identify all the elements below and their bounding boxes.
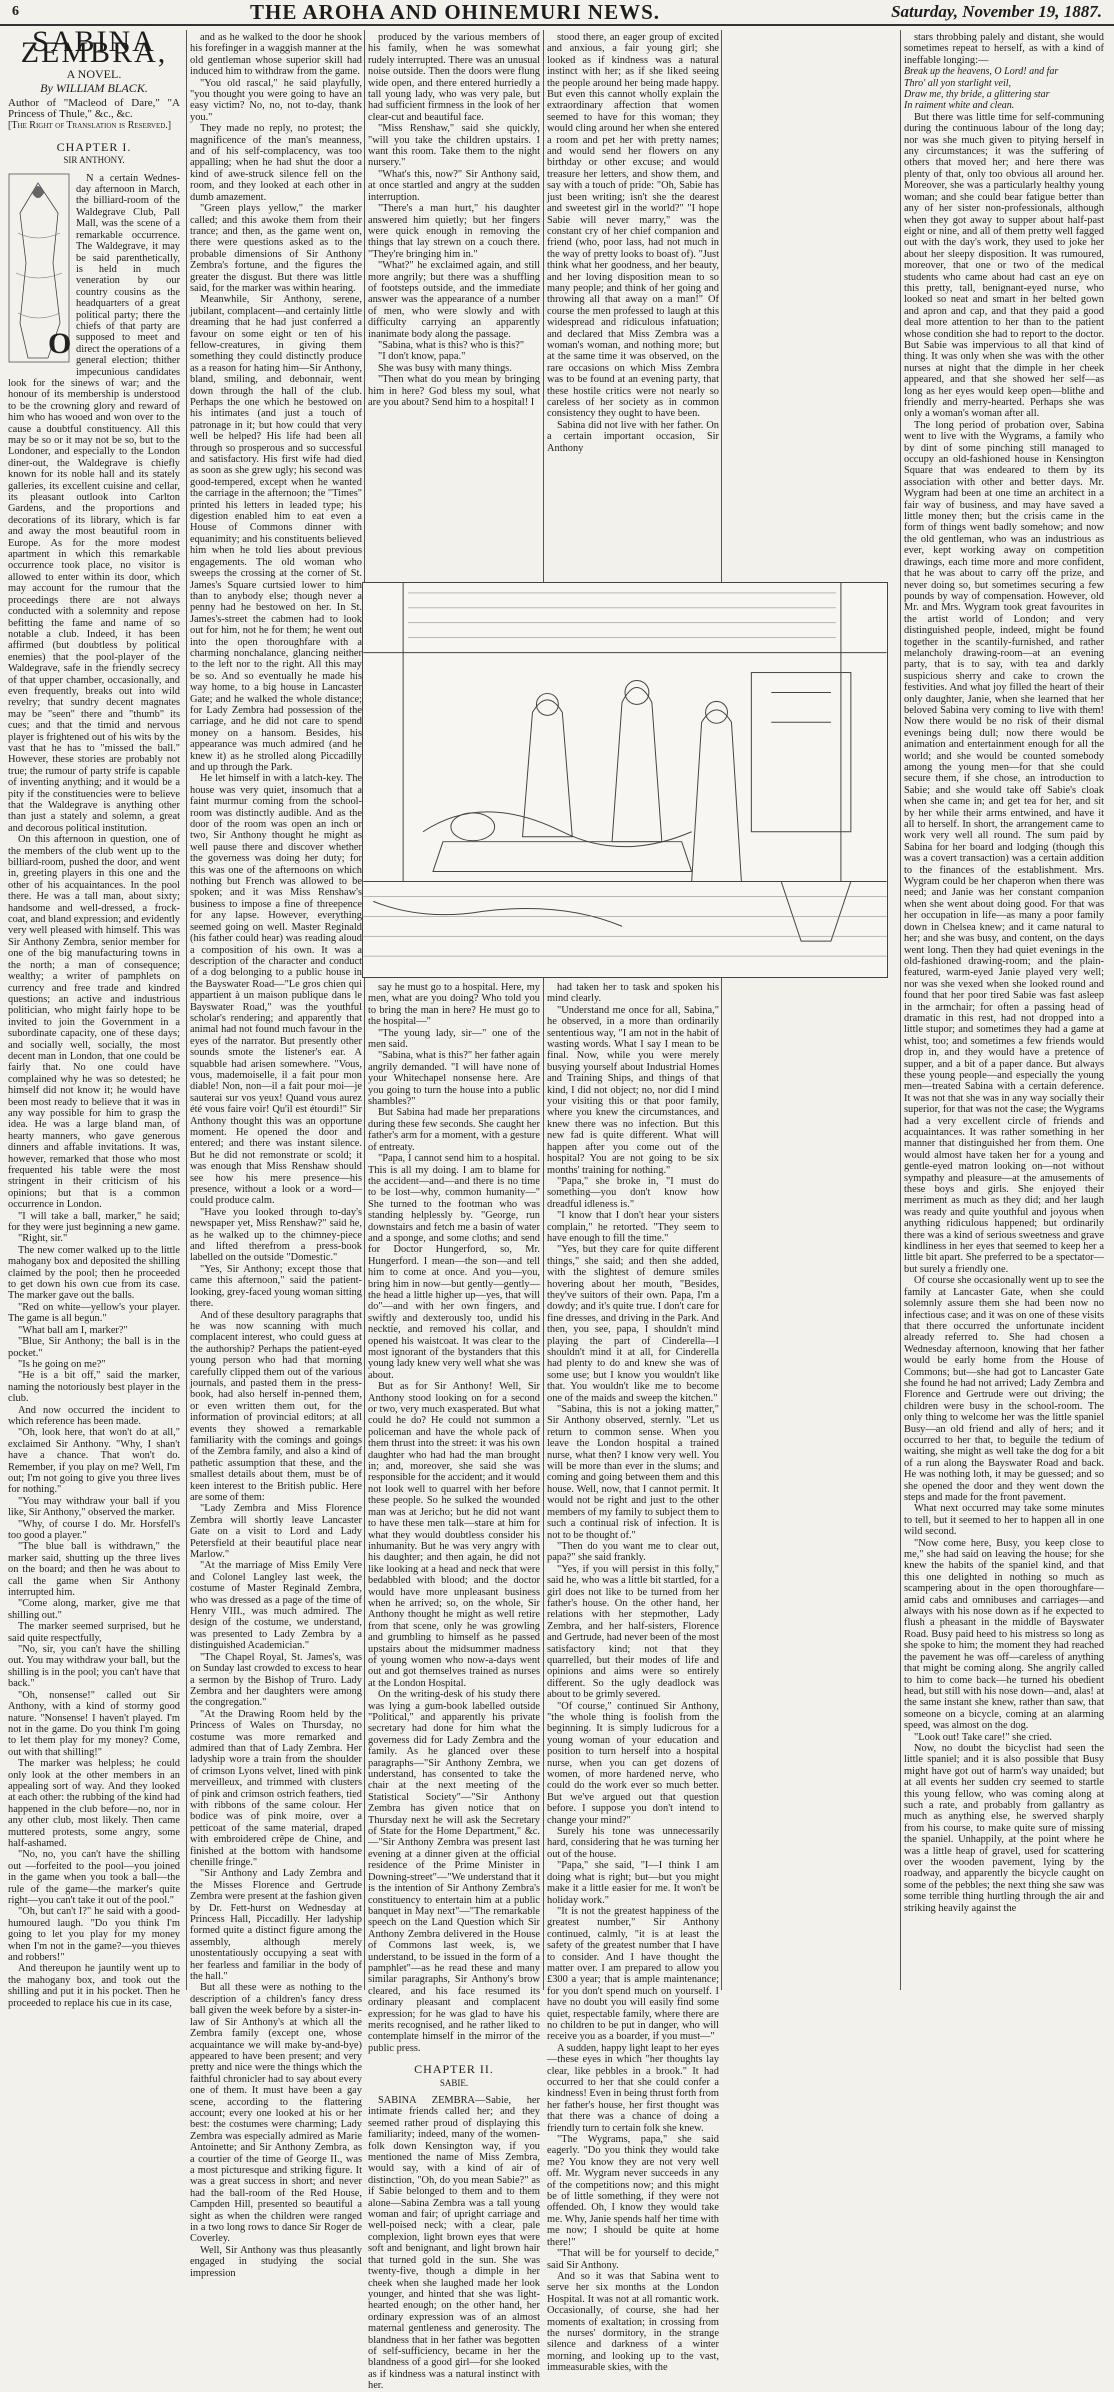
paragraph: "Oh, but can't I?" he said with a good-humoured laugh. "Do you think I'm going to let you play for my money when I'm not in the game?—you thieves and robbers!" (8, 1906, 180, 1964)
chapter-subheading: SABIE. (439, 2077, 469, 2088)
paragraph: "Now come here, Busy, you keep close to me," she had said on leaving the house; for she knew the habits of the spaniel kind, and that this one delighted in nothing so much as scampering about in the open thoroughfare—amid cabs and omnibuses and carriages—and always with his nose down as if he expected to flush a pheasant in the middle of Bayswater Road. Busy paid heed to his mistress so long as she spoke to him; the moment they had reached the pavement he was off—careless of anything that might be coming along. She angrily called to him to come back—he turned his obedient head, but still with his nose down—and, alas! at the same instant she knew, rather than saw, that someone on a bicycle, coming at an alarming speed, was almost on the dog. (904, 1537, 1104, 1732)
paragraph: "I will take a ball, marker," he said; for they were just beginning a new game. (8, 1210, 180, 1234)
paragraph: And so it was that Sabina went to serve her six months at the London Hospital. It was not at all romantic work. Occasionally, of course, she had her moments of exaltation; in crossing from the nurses' dormitory, in the strange silence and darkness of a winter morning, and looking up to the vast, immeasurable skies, with the (547, 2270, 719, 2374)
paragraph: "Of course," continued Sir Anthony, "the whole thing is foolish from the beginning. It is simply ludicrous for a young woman of your education and position to turn herself into a hospital nurse, when you can get dozens of women, of more hardened nerve, who could do the work ever so much better. But we've argued out that question before. I suppose you don't intend to change your mind?" (547, 1700, 719, 1826)
paragraph: "Is he going on me?" (18, 1358, 106, 1370)
story-illustration (362, 582, 888, 978)
paragraph: "Yes, if you will persist in this folly," said he, who was a little bit startled, for a girl does not like to be turned from her father's house. On the other hand, her relations with her stepmother, Lady Zembra, and her half-sisters, Florence and Gertrude, had never been of the most satisfactory kind; not that they quarrelled, but their modes of life and opinions and aims were so entirely different. So the ugly deadlock was about to be grimly severed. (547, 1563, 719, 1701)
paragraph: Surely his tone was unnecessarily hard, considering that he was turning her out of the house. (547, 1826, 719, 1860)
paragraph: "What ball am I, marker?" (18, 1324, 128, 1336)
column-4-top-text (547, 32, 719, 454)
paragraph: "Look out! Take care!" she cried. (914, 1731, 1052, 1743)
paragraph: "I know that I don't hear your sisters complain," he retorted. "They seem to have enough to fill the time." (547, 1210, 719, 1244)
paragraph: "Why, of course I do. Mr. Horsfell's too good a player." (8, 1518, 180, 1541)
paragraph: "Lady Zembra and Miss Florence Zembra will shortly leave Lancaster Gate on a visit to Lord and Lady Petersfield at their beautiful place near Marlow." (190, 1503, 362, 1561)
serial-byline: By WILLIAM BLACK. (40, 81, 148, 96)
paragraph: "Papa," she broke in, "I must do something—you don't know how dreadful idleness is." (547, 1175, 719, 1210)
paragraph: "There's a man hurt," his daughter answered him quietly; but her fingers were quick enough in removing the things that lay strewn on a couch there. "They're bringing him in." (368, 203, 540, 260)
paragraph: The marker was helpless; he could only look at the other members in an appealing sort of way. And they looked at each other: the rubbing of the kind had happened in the club before—no, nor in any other club, most likely. Then came muttered protests, some angry, some half-ashamed. (8, 1758, 180, 1849)
column-rule (900, 30, 901, 1990)
paragraph: stood there, an eager group of excited and anxious, a fair young girl; she looked as if kindness was a natural instinct with her; as if she liked seeing the people around her being made happy. But even this cannot wholly explain the extraordinary affection that women seemed to have for this woman; they would cling around her when she entered a room and pet her with pretty names; and would send her flowers on any birthday or other excuse; and would treasure her letters, and show them, and say with a touch of pride: "Oh, Sabie has just been writing; isn't she the dearest and sweetest girl in the world?" "I hope Sabie will never marry," was the constant cry of her chief companion and friend (who, poor lass, had not much in the way of pretty looks to boast of). "Just think what her goodness, and her beauty, and her loving disposition mean to so many people; and think of her going and throwing all that away on a man!" Of course the men professed to laugh at this widespread and ridiculous infatuation; and declared that Miss Zembra was a woman's woman, and nothing more; but at the same time it was observed, on the rare occasions on which Miss Zembra was to be found at an evening party, that these hostile critics were not nearly so careless of her society as in common consistency they ought to have been. (547, 32, 719, 420)
paragraph: "Yes, Sir Anthony; except those that came this afternoon," said the patient-looking, grey-faced young woman sitting there. (190, 1263, 362, 1310)
paragraph: "Oh, look here, that won't do at all," exclaimed Sir Anthony. "Why, I shan't have a chance. That won't do. Remember, if you play on me? Well, I'm out; I'm not going to give you three lives for nothing." (8, 1427, 180, 1496)
serial-subtitle: A NOVEL. (66, 66, 122, 81)
column-5 (904, 32, 1104, 1994)
paragraph: But all these were as nothing to the description of a children's fancy dress ball given the week before by a sister-in-law of Sir Anthony's at which all the Zembra family (except one, whose acquaintance we will make by-and-bye) appeared to have been present; and very pretty and nice were the things which the faithful chronicler had to say about every one of them. It must have been a gay scene, according to the flattering account; every one looked at his or her best: the costumes were charming; Lady Zembra was especially admired as Marie Antoinette; and Sir Anthony Zembra, as a courtier of the time of George II., was a most picturesque and striking figure. It was a great success in short; and never had the ball-room of the Red House, Campden Hill, presented so beautiful a sight as when the children were ranged in a two long rows to dance Sir Roger de Coverley. (190, 1982, 362, 2245)
paragraph: "No, sir, you can't have the shilling out. You may withdraw your ball, but the shilling is in the pool; you can't have that back." (8, 1644, 180, 1690)
paragraph: "At the Drawing Room held by the Princess of Wales on Thursday, no costume was more remarked and admired than that of Lady Zembra. Her ladyship wore a train from the shoulder of crimson Lyons velvet, lined with pink merveilleux, and trimmed with clusters of pink and crimson ostrich feathers, tied with ribbons of the same colour. Her bodice was of pink moire, over a petticoat of the same material, draped with embroidered crêpe de Chine, and finished at the bottom with handsome chenille fringe." (190, 1708, 362, 1868)
column-3-bottom-text (368, 982, 540, 2054)
rights-notice: [The Right of Translation is Reserved.] (8, 120, 172, 132)
column-1-text (8, 173, 180, 2009)
paragraph: "Green plays yellow," the marker called; and this awoke them from their trance; and then, as the game went on, there were questions asked as to the probable dimensions of Sir Anthony Zembra's fortune, and the figures the greater the disgust. But there was little said, for the marker was within hearing. (190, 203, 362, 294)
column-rule (721, 30, 722, 1990)
chapter-heading: CHAPTER II. (414, 2062, 494, 2077)
paragraph: And thereupon he jauntily went up to the mahogany box, and took out the shilling and put it in his pocket. Then he proceeded to replace his cue in its case, (8, 1963, 180, 2009)
svg-text:O: O (48, 326, 72, 360)
paragraph: "Then what do you mean by bringing him in here? God bless my soul, what are you about? Send him to a hospital! I (368, 374, 540, 408)
paragraph: The long period of probation over, Sabina went to live with the Wygrams, a family who by dint of some pinching still managed to occupy an old-fashioned house in Kensington Square that was endeared to them by its association with other and better days. Mr. Wygram had been at one time an architect in a fair way of business, and may have saved a little money then; but the crisis came in the form of things went badly somehow; and now the old gentleman, who was an industrious as ever, kept working away on competition drawings, each time more and more confident, that he was about to carry off the prize, and never doing so, but sometimes securing a few pounds by way of compensation. However, old Mr. and Mrs. Wygram took great favourites in the artist world of London; and very distinguished people, indeed, might be found together in the scantily-furnished, and rather melancholy drawing-room—at an evening party, that is to say, with tea and darkly suspicious sherry and cake to crown the festivities. And what joy filled the heart of their only daughter, Janie, when she learned that her beloved Sabina very coming to live with them! Now there would be no risk of their dismal evenings being dull; now there would be animation and entertainment enough for all the world; and she would be counted somebody among the young men—for that she could secure them, if she chose, an introduction to Sabie; and she would take off Sabie's cloak when she came in; and get tea for her, and sit by her while their arms entwined, and have it all to herself. In short, the arrangement came to work very well all round. The sum paid by Sabina for her board and lodging (though this was a covert transaction) was a certain addition to the finances of the establishment. Mrs. Wygram could be her chaperon when there was need; and Janie was her constant companion when she went about doing good. For that was her occupation in life—as many a poor family down in Chelsea knew; and it came natural to her; and she was busy, and content, on the days went long. Then they had quiet evenings in the old-fashioned drawing-room; and the plain-featured, warm-eyed Janie played very well; nor was she vexed when she looked round and found that her poor tired Sabie was fast asleep in the armchair; for often a passing head of dramatic in this rest, had not dropped into a little stupor; and sometimes they had a game at whist, too; and sometimes a few friends would drop in, and they would have a pretence of supper, and a bit of a paper dance. But always these young people—and especially the young men—treated Sabina with a certain deference. It was not that she was in any way socially their superior, for that was not the case; the Wygrams had a very excellent circle of friends and acquaintances. It was rather something in her manner that distinguished her from them. One would almost have taken her for a young and gentle-eyed matron looking on—not without sympathy and pleasure—at the amusements of these boys and girls. She enjoyed their merriment as much as they did; and her laugh was ready and quite youthful and joyous when anything ridiculous happened; but ordinarily there was a kind of serious sweetness and grave kindliness in her eyes that seemed to keep her a little bit apart. She preferred to be a spectator—but surely a friendly one. (904, 419, 1104, 1275)
serial-title: SABINA ZEMBRA, (20, 25, 168, 70)
paragraph: say he must go to a hospital. Here, my men, what are you doing? Who told you to bring the man in here? He must go to the hospital—" (368, 982, 540, 1028)
column-rule (186, 30, 187, 1990)
paragraph: On the writing-desk of his study there was lying a gum-book labelled outside "Political," and apparently his private secretary had done for him what the governess did for Lady Zembra and the family. As he glanced over these paragraphs—"Sir Anthony Zembra, we understand, has consented to take the chair at the next meeting of the Statistical Society"—"Sir Anthony Zembra has given notice that on Thursday next he will ask the Secretary of State for the Home Department," &c.—"Sir Anthony Zembra was present last evening at a dinner given at the official residence of the Prime Minister in Downing-street"—"We understand that it is the intention of Sir Anthony Zembra's constituency to entertain him at a public banquet in May next"—"The remarkable speech on the Land Question which Sir Anthony Zembra delivered in the House of Commons last week, is, we understand, to be issued in the form of a pamphlet"—as he read these and many similar paragraphs, Sir Anthony's brow cleared, and his face resumed its ordinary pleasant and complacent expression; for he was glad to have his merits recognised, and he rather liked to contemplate himself in the mirror of the public press. (368, 1689, 540, 2054)
paragraph: "Then do you want me to clear out, papa?" she said frankly. (547, 1540, 719, 1564)
paragraph: And now occurred the incident to which reference has been made. (8, 1404, 180, 1427)
paragraph: "He is a bit off," said the marker, naming the notoriously best player in the club. (8, 1370, 180, 1405)
paragraph: "The young lady, sir—" one of the men said. (368, 1027, 540, 1051)
chapter-heading: CHAPTER I. (56, 139, 132, 154)
paragraph: "Right, sir." (18, 1233, 68, 1245)
paragraph: and as he walked to the door he shook his forefinger in a waggish manner at the old gentleman whose superior skill had induced him to withdraw from the game. (190, 32, 362, 78)
column-3-top-text (368, 32, 540, 408)
paragraph: Sabina did not live with her father. On a certain important occasion, Sir Anthony (547, 419, 719, 454)
poem-line: Thro' all yon starlight veil, (904, 77, 1012, 89)
paragraph: "Sabina, what is this?" her father again angrily demanded. "I will have none of your Whitechapel nonsense here. Are you going to turn the house into a public shambles?" (368, 1050, 540, 1108)
paragraph: "Blue, Sir Anthony; the ball is in the pocket." (8, 1336, 180, 1359)
paragraph: "What's this, now?" Sir Anthony said, at once startled and angry at the sudden interruption. (368, 168, 540, 203)
paragraph: "Papa," she said, "I—I think I am doing what is right; but—but you might make it a little easier for me. It won't be holiday work." (547, 1860, 719, 1906)
paragraph: "You may withdraw your ball if you like, Sir Anthony," observed the marker. (8, 1495, 180, 1519)
paragraph: "Sir Anthony and Lady Zembra and the Misses Florence and Gertrude Zembra were present at the fashion given by Dr. Fett-hurst on Wednesday at Princess Hall, Piccadilly. Her ladyship formed quite a distinct figure among the assembly, although merely unostentatiously occupying a seat with her fearless and familiar in the body of the hall." (190, 1868, 362, 1983)
column-2 (190, 32, 362, 2279)
paragraph: produced by the various members of his family, when he was somewhat rudely interrupted. There was an unusual noise outside. Then the doors were flung wide open, and there entered hurriedly a tall young lady, who was very pale, but had sufficient firmness in the look of her clear-cut and beautiful face. (368, 32, 540, 123)
paragraph: "At the marriage of Miss Emily Vere and Colonel Langley last week, the costume of Master Reginald Zembra, who was dressed as a page of the time of Henry VIII., was much admired. The design of the costume, we understand, was presented to Lady Zembra by a distinguished Academician." (190, 1560, 362, 1652)
column-5-intro-text (904, 32, 1104, 66)
paragraph: "Miss Renshaw," said she quickly, "will you take the children upstairs. I want this room. Take them to the night nursery." (368, 123, 540, 169)
paragraph: SABINA ZEMBRA—Sabie, her intimate friends called her; and they seemed rather proud of displaying this familiarity; indeed, many of the women-folk down Kensington way, if you mentioned the name of Miss Zembra, would say, with a kind of air of distinction, "Oh, do you mean Sabie?" as if Sabie belonged to them and to them alone—Sabina Zembra was a tall young woman and fair; of upright carriage and well-poised neck; with a clear, pale complexion, light brown eyes that were soft and benignant, and light brown hair that turned gold in the sun. She was twenty-five, though a dimple in her cheek when she laughed made her look younger, and hinted that she was light-hearted enough; on the other hand, her ordinary expression was of an almost maternal gentleness and generosity. The blandness that in her father was begotten of self-sufficiency, became in her the blandness of a good girl—for she looked as if kindness was a natural instinct with her. (368, 2095, 540, 2392)
column-3-top (368, 32, 540, 580)
column-4-top (547, 32, 719, 580)
paragraph: "Oh, nonsense!" called out Sir Anthony, with a kind of stormy good nature. "Nonsense! I haven't played. I'm not in the game. Do you think I'm going to let them play for my money? Come, out with that shilling!" (8, 1689, 180, 1758)
column-3-chapter2-text (368, 2095, 540, 2392)
author-note: Author of "Macleod of Dare," "A Princess of Thule," &c., &c. (8, 96, 180, 121)
paragraph: "It is not the greatest happiness of the greatest number," Sir Anthony continued, calmly, "it is at least the safety of the greatest number that I have to consider. And I have thought the matter over. I am prepared to allow you £300 a year; that is ample maintenance; for you don't spend much on yourself. I have no doubt you will easily find some quiet, respectable family, where there are no children to be put in danger, who will receive you as a boarder, if you must—" (547, 1905, 719, 2043)
page-number: 6 (12, 4, 19, 19)
poem-line: In raiment white and clean. (904, 100, 1015, 112)
paragraph: And of these desultory paragraphs that he was now scanning with much complacent interest, who could guess at the authorship? Perhaps the patient-eyed young person who had that morning carefully clipped them out of the various journals, and pasted them in the press-book, had also herself in-penned them, or even written them out, for the information of provincial editors; at all events they showed a remarkable familiarity with the comings and goings of the Zembra family, and also a kind of pathetic assumption that these, and the smallest details about them, must be of keen interest to the British public. Here are some of them: (190, 1309, 362, 1503)
poem-verse (904, 66, 1104, 112)
column-4-bottom (547, 982, 719, 2374)
paragraph: "The blue ball is withdrawn," the marker said, shutting up the three lives on the board; and then he was about to call the game when Sir Anthony interrupted him. (8, 1541, 180, 1599)
decorative-initial-illustration (8, 173, 70, 363)
paragraph: "Yes, but they care for quite different things," she said; and then she added, with the slightest of demure smiles hovering about her mouth, "Besides, they've suitors of their own. Papa, I'm a dowdy; and it's quite true. I don't care for fine dresses, and driving in the Park. And then, you see, papa, I shouldn't mind playing the part of Cinderella—I shouldn't mind it at all, for Cinderella had plenty to do and knew she was of some use; but I know you wouldn't like that. You wouldn't like me to become one of the maids and sweep the kitchen." (547, 1244, 719, 1404)
paragraph: They made no reply, no protest; the magnificence of the man's meanness, and of his self-complacency, was too appalling; when he had shut the door a kind of awe-struck silence fell on the room, and they looked at each other in dumb amazement. (190, 123, 362, 203)
paragraph: Well, Sir Anthony was thus pleasantly engaged in studying the social impression (190, 2244, 362, 2279)
paragraph: "The Chapel Royal, St. James's, was on Sunday last crowded to excess to hear a sermon by the Bishop of Truro. Lady Zembra and her daughters were among the congregation." (190, 1651, 362, 1709)
column-2-text (190, 32, 362, 2279)
paragraph: But Sabina had made her preparations during these few seconds. She caught her father's arm for a moment, with a gesture of entreaty. (368, 1107, 540, 1153)
paragraph: Of course she occasionally went up to see the family at Lancaster Gate, when she could solemnly assure them she had been now no infectious case; and it was on one of these visits that there occurred the unfortunate incident already referred to. She had chosen a Wednesday afternoon, knowing that her father would be early home from the House of Commons; but—she had got to Lancaster Gate she found he had not arrived; Lady Zembra and Florence and Gertrude were out driving; the children were busy in the school-room. The only thing to welcome her was the little spaniel Busy—an old friend and ally of hers; and it occurred to her that, to beguile the tedium of waiting, she might as well take the dog for a bit of a run along the Bayswater Road and back. He was nothing loth, it may be guessed; and so she opened the door and they went down the steps and made for the front pavement. (904, 1275, 1104, 1503)
issue-date: Saturday, November 19, 1887. (891, 2, 1102, 21)
paper-name: THE AROHA AND OHINEMURI NEWS. (250, 0, 661, 24)
paragraph: "What?" he exclaimed again, and still more angrily; but there was a shuffling of footsteps outside, and the immediate answer was the appearance of a number of men, who were slowly and with difficulty carrying an apparently inanimate body along the passage. (368, 260, 540, 340)
paragraph: "No, no, you can't have the shilling out —forfeited to the pool—you joined in the game when you took a ball—the rule of the game—the marker's quite right—you can't take it out of the pool." (8, 1849, 180, 1906)
paragraph: "Understand me once for all, Sabina," he observed, in a more than ordinarily sententious way, "I am not in the habit of wasting words. What I say I mean to be final. Now, while you were merely busying yourself about Industrial Homes and Training Ships, and things of that kind, I did not object; no, nor did I mind your visiting this or that poor family, where you knew the circumstances, and knew there was no infection. But this new fad is quite different. What will happen after you come out of the hospital? You are not going to be six months' training for nothing." (547, 1004, 719, 1176)
paragraph: The marker seemed surprised, but he said quite respectfully, (8, 1621, 180, 1644)
paragraph: had taken her to task and spoken his mind clearly. (547, 982, 719, 1005)
paragraph: The new comer walked up to the little mahogany box and deposited the shilling claimed by the pool; then he proceeded to get down his own cue from its case. The marker gave out the balls. (8, 1244, 180, 1302)
paragraph: "You old rascal," he said playfully, "you thought you were going to have an easy victim? No, no, not to-day, thank you." (190, 77, 362, 123)
paragraph: But as for Sir Anthony! Well, Sir Anthony stood looking on for a second or two, very much exasperated. But what could he do? He could not summon a policeman and have the whole pack of them thrust into the street: it was his own daughter who had had the man brought in; and, moreover, she said she was responsible for the accident; and it would not look well to quarrel with her before these people. So he sulked the wounded man was at Jericho; but he did not want to have these men talk—stare at him for what they would doubtless consider his inhumanity. But he was very angry with his daughter; and then again, he did not like looking at a head and neck that were bedabbled with blood; and the doctor would have more unpleasant business when he arrived; so, on the whole, Sir Anthony thought he might as well retire from that scene, only he was growling and grumbling to himself as he passed upstairs about the midsummer madness of young women who now-a-days went out and got themselves trained as nurses at the London Hospital. (368, 1381, 540, 1689)
paragraph: She was busy with many things. (378, 362, 512, 374)
paragraph: He let himself in with a latch-key. The house was very quiet, insomuch that a faint murmur coming from the school-room was distinctly audible. And as the door of the room was open an inch or two, Sir Anthony thought he might as well pause there and discover whether the governess was doing her duty; for this was one of the afternoons on which nothing but French was allowed to be spoken; and it was Miss Renshaw's business to impose a fine of threepence for any lapse. However, everything seemed going on well. Master Reginald (his father could hear) was reading aloud a composition of his own. It was a description of the character and conduct of a dog belonging to a public house in the Bayswater Road—"Le gros chien qui appartient à un maison publique dans le Bayswater Road," was the youthful scholar's rendering; and apparently that animal had not found much favour in the eyes of the narrator. But presently other sounds smote the listener's ear. A squabble had arisen somewhere. "Vous, vous, mademoiselle, il a fait pour mon diable! Non, non—il a fait pour moi—je sauterai sur vos yeux! Quand vous aurez été vous faire voir! Qu'il est étourdi!" Sir Anthony thought this was an opportune moment. He opened the door and entered; and there was instant silence. But he did not remonstrate or scold; it was enough that Miss Renshaw should see how his mere presence—his presence, without a look or a word—could produce calm. (190, 773, 362, 1207)
paragraph: "I don't know, papa." (378, 351, 466, 363)
paragraph: On this afternoon in question, one of the members of the club went up to the billiard-room, pushed the door, and went in, greeting players in this one and the other of his acquaintances. In the pool there. He was a tall man, about sixty; handsome and well-dressed, a frock-coat, and bland expression; and evidently very well pleased with himself. This was Sir Anthony Zembra, senior member for one of the big manufacturing towns in the north; a man of consequence; wealthy; a writer of pamphlets on currency and free trade and kindred questions; an active and industrious politician, who might fairly hope to be invited to join the Government in a subordinate capacity, one of these days; and socially well, socially, the most decent man in London, that one could be fairly that. No one could have complained why he was so detested; he himself did not know it; he would have been most ready to believe that it was in any way possible for him to grasp the idea. He was a large bland man, of hearty manners, who gave generous dinners and affable invitations. It was, however, remarked that those who most frequented his table were the most stringent in their criticism of his opinions; but that is a common occurrence in London. (8, 834, 180, 1211)
paragraph: "Have you looked through to-day's newspaper yet, Miss Renshaw?" said he, as he walked up to the chimney-piece and lifted therefrom a press-book labelled on the outside "Domestic." (190, 1206, 362, 1264)
column-rule (543, 30, 544, 1990)
column-1 (8, 25, 180, 2009)
paragraph: A sudden, happy light leapt to her eyes—these eyes in which "her thoughts lay clear, like pebbles in a brook." It had occurred to her that she could confer a kindness! Even in being thrust forth from her father's house, her first thought was that there was a chance of doing a friendly turn to certain folk she knew. (547, 2042, 719, 2134)
paragraph: "Red on white—yellow's your player. The game is all begun." (8, 1301, 180, 1325)
chapter-subheading: SIR ANTHONY. (63, 155, 125, 166)
column-rule (364, 30, 365, 1990)
paragraph: "Sabina, this is not a joking matter," Sir Anthony observed, sternly. "Let us return to common sense. When you leave the London hospital a trained nurse, what then? I know very well. You will be more than ever in the slums; and coming and going between them and this house. Well, now, that I cannot permit. It would not be right and just to the other members of my family to subject them to such a continual risk of infection. It is not to be thought of." (547, 1404, 719, 1541)
paragraph: "Papa, I cannot send him to a hospital. This is all my doing. I am to blame for the accident—and—and there is no time to be lost—why, common humanity—" She turned to the footman who was standing helplessly by. "George, run downstairs and fetch me a basin of water and a sponge, and some cloths; and send for Doctor Hungerford, so, Mr. Hungerford. I mean—the son—and tell him to come at once. And you—you, bring him in now—but gently—gently—the head a little higher up—yes, that will do"—and with her own fingers, and swiftly and dexterously too, undid his necktie, and removed his collar, and opened his waistcoat. It was clear to the most ignorant of the bystanders that this young lady knew very well what she was about. (368, 1153, 540, 1381)
paragraph: "Come along, marker, give me that shilling out." (8, 1598, 180, 1621)
column-4-bottom-text (547, 982, 719, 2374)
paragraph: Meanwhile, Sir Anthony, serene, jubilant, complacent—and certainly little dreaming that he had just conferred a favour on some eight or ten of his fellow-creatures, in giving them something they could distinctly produce as a reason for hating him—Sir Anthony, bland, smiling, and debonnair, went down through the hall of the club. Perhaps the one which he bestowed on his intimates (and just a touch of patronage in it; but how could that very well be helped? His life had been all through so prosperous and so successful and satisfactory. His first wife had died as soon as she grew ugly; his second was good-tempered, except when he wanted the carriage in the afternoon; the "Times" printed his letters in leaded type; his digestion enabled him to eat even a House of Commons dinner with equanimity; and his constituents believed him when he told lies about previous engagements. The old woman who sweeps the crossing at the corner of St. James's Square curtsied lower to him than to anybody else; though never a penny had he bestowed on her. In St. James's-street the cabmen had to look out for him, not he for them; he went out into the open thoroughfare with a charming nonchalance, glancing neither to the left nor to the right. All this may be so. And so eventually he made his way home, to a big house in Lancaster Gate; and he walked the whole distance; for Lady Zembra had possession of the carriage, and he did not care to spend money on a hansom. Besides, his appearance was much admired (and he knew it) as he strolled along Piccadilly and up through the Park. (190, 294, 362, 773)
poem-line: Draw me, thy bride, a glittering star (904, 89, 1050, 101)
paragraph: But there was little time for self-communing during the continuous labour of the long day; nor was she much given to pitying herself in any circumstances; it was the suffering of others that moved her; and here there was plenty of that, only too obvious all around her. Moreover, she was a particularly healthy young woman; and she could bear fatigue better than any of her sister non-professionals, although when they got away to supper about half-past eight or nine, and all of them pretty well fagged out with the day's work, they used to joke her about her sleepy disposition. It was rumoured, moreover, that one or two of the medical students who came about had cast an eye on this pretty, tall, benignant-eyed nurse, who looked so neat and smart in her belted gown and apron and cap, and that they paid a good deal more attention to her than to the patient whose condition she had to report to the doctor. But Sabie was impervious to all that kind of thing. It was only when she was with the other nurses at night that the dimple in her cheek appeared, and that she showed her self—as long as her eyes would keep open—blithe and friendly and merry-hearted. Perhaps she was only a woman's woman after all. (904, 111, 1104, 420)
paragraph: What next occurred may take some minutes to tell, but it seemed to her to happen all in one wild second. (904, 1503, 1104, 1538)
column-3-bottom (368, 982, 540, 2392)
paragraph: "That will be for yourself to decide," said Sir Anthony. (547, 2248, 719, 2271)
paragraph: "Sabina, what is this? who is this?" (378, 339, 525, 351)
paragraph: stars throbbing palely and distant, she would sometimes repeat to herself, as with a kind of ineffable longing:— (904, 32, 1104, 66)
paragraph: N a certain Wednes-day afternoon in March, the billiard-room of the Waldegrave Club, Pall Mall, was the scene of a remarkable occurrence. The Waldegrave, it may be said parenthetically, is held in much veneration by our country cousins as the headquarters of a great political party; there the chiefs of that party are supposed to meet and direct the operations of a general election; thither impecunious candidates look for the sinews of war; and the honour of its membership is understood to be the crowning glory and reward of him who has wooed and won over to the cause a doubtful constituency. All this may be so or it may not be so, but to the Londoner, and especially to the London diner-out, the Waldegrave is chiefly known for its noble hall and its stately galleries, its excellent cuisine and cellar, its pleasant outlook into Carlton Gardens, and the proportions and decorations of its library, which is far and away the most beautiful room in Europe. As for the more modest apartment in which this remarkable occurrence took place, no visitor is allowed to enter within its door, which may account for the rumour that the proceedings there are not always conducted with a solemnity and repose befitting the fame and name of so notable a club. Indeed, it has been affirmed (but doubtless by political enemies) that the pool-player of the Waldegrave, safe in the friendly secrecy of that upper chamber, occasionally, and even frequently, breaks out into wild revelry; that sundry decent magnates may be "seen" there and "thumb" its cues; and that the timid and nervous player is frightened out of his wits by the vast that he has to "missed the ball." However, these stories are probably not true; the rumour of party strife is capable of inventing anything; and it would be a pity if the constituencies were to believe that the Waldegrave is anything other than just a stately and solemn, a great and decorous political institution. (8, 172, 180, 834)
poem-line: Break up the heavens, O Lord! and far (904, 66, 1059, 78)
masthead (0, 0, 1114, 26)
paragraph: "The Wygrams, papa," she said eagerly. "Do you think they would take me? You know they are not very well off. Mr. Wygram never succeeds in any of the competitions now; and this might be of little something, if they were not offended. Oh, I know they would take me. Why, Janie spends half her time with me now; I should be quite at home there!" (547, 2134, 719, 2248)
paragraph: Now, no doubt the bicyclist had seen the little spaniel; and it is also possible that Busy might have got out of harm's way unaided; but at all events her sudden cry seemed to startle this young fellow, who was coming along at such a rate, and probably from gallantry as much as anything else, he swerved sharply from his course, to make quite sure of missing the spaniel. Unhappily, at the point where he was a little heap of gravel, used for scattering over the wooden pavement, lying by the roadway, and apparently the bicycle caught on some of the pebbles; the next thing she saw was some terrible thing hurtling through the air and striking heavily against the (904, 1742, 1104, 1914)
column-5-text (904, 112, 1104, 1914)
